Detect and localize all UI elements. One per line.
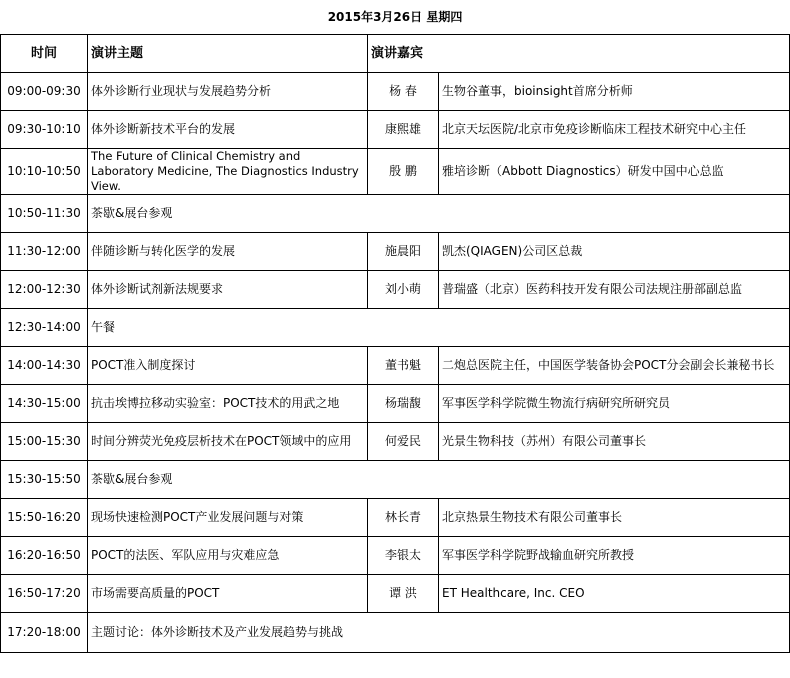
table-row	[1, 111, 790, 149]
row-topic: 时间分辨荧光免疫层析技术在POCT领域中的应用	[88, 423, 368, 461]
row-affiliation: 北京热景生物技术有限公司董事长	[439, 499, 790, 537]
table-row	[1, 537, 790, 575]
row-speaker: 李银太	[368, 537, 439, 575]
table-row	[1, 461, 790, 499]
row-speaker: 康熙雄	[368, 111, 439, 149]
row-time: 10:50-11:30	[1, 195, 88, 233]
row-time: 16:50-17:20	[1, 575, 88, 613]
table-row	[1, 423, 790, 461]
row-affiliation: 军事医学科学院微生物流行病研究所研究员	[439, 385, 790, 423]
row-affiliation: 普瑞盛（北京）医药科技开发有限公司法规注册部副总监	[439, 271, 790, 309]
row-speaker: 杨瑞馥	[368, 385, 439, 423]
row-topic: 茶歇&展台参观	[88, 195, 790, 233]
row-time: 11:30-12:00	[1, 233, 88, 271]
table-row	[1, 385, 790, 423]
header-topic: 演讲主题	[88, 35, 368, 73]
row-affiliation: 凯杰(QIAGEN)公司区总裁	[439, 233, 790, 271]
row-time: 15:50-16:20	[1, 499, 88, 537]
row-affiliation: 二炮总医院主任，中国医学装备协会POCT分会副会长兼秘书长	[439, 347, 790, 385]
table-row	[1, 347, 790, 385]
row-time: 09:30-10:10	[1, 111, 88, 149]
row-time: 14:30-15:00	[1, 385, 88, 423]
row-topic: POCT准入制度探讨	[88, 347, 368, 385]
table-row	[1, 613, 790, 653]
row-topic: 体外诊断试剂新法规要求	[88, 271, 368, 309]
table-row	[1, 195, 790, 233]
row-topic: POCT的法医、军队应用与灾难应急	[88, 537, 368, 575]
row-affiliation: 雅培诊断（Abbott Diagnostics）研发中国中心总监	[439, 149, 790, 195]
row-time: 17:20-18:00	[1, 613, 88, 653]
row-time: 12:00-12:30	[1, 271, 88, 309]
row-topic: 茶歇&展台参观	[88, 461, 790, 499]
title-row	[1, 1, 790, 35]
header-speaker: 演讲嘉宾	[368, 35, 790, 73]
row-speaker: 林长青	[368, 499, 439, 537]
row-topic: 伴随诊断与转化医学的发展	[88, 233, 368, 271]
row-speaker: 杨 春	[368, 73, 439, 111]
row-affiliation: 生物谷董事，bioinsight首席分析师	[439, 73, 790, 111]
header-row	[1, 35, 790, 73]
row-time: 10:10-10:50	[1, 149, 88, 195]
header-time: 时间	[1, 35, 88, 73]
row-topic: 现场快速检测POCT产业发展问题与对策	[88, 499, 368, 537]
row-time: 14:00-14:30	[1, 347, 88, 385]
row-topic: 市场需要高质量的POCT	[88, 575, 368, 613]
table-row	[1, 271, 790, 309]
row-speaker: 殷 鹏	[368, 149, 439, 195]
row-topic: 体外诊断行业现状与发展趋势分析	[88, 73, 368, 111]
row-time: 09:00-09:30	[1, 73, 88, 111]
row-topic: 主题讨论：体外诊断技术及产业发展趋势与挑战	[88, 613, 790, 653]
table-row	[1, 575, 790, 613]
row-topic: The Future of Clinical Chemistry and Laboratory Medicine, The Diagnostics Industry View.	[88, 149, 368, 195]
row-topic: 午餐	[88, 309, 790, 347]
row-speaker: 何爱民	[368, 423, 439, 461]
row-affiliation: 军事医学科学院野战输血研究所教授	[439, 537, 790, 575]
row-time: 15:00-15:30	[1, 423, 88, 461]
table-row	[1, 73, 790, 111]
table-row	[1, 149, 790, 195]
row-affiliation: ET Healthcare, Inc. CEO	[439, 575, 790, 613]
table-row	[1, 233, 790, 271]
page-title: 2015年3月26日 星期四	[1, 1, 790, 35]
row-affiliation: 北京天坛医院/北京市免疫诊断临床工程技术研究中心主任	[439, 111, 790, 149]
row-time: 12:30-14:00	[1, 309, 88, 347]
table-row	[1, 499, 790, 537]
row-topic: 体外诊断新技术平台的发展	[88, 111, 368, 149]
row-time: 16:20-16:50	[1, 537, 88, 575]
row-speaker: 董书魁	[368, 347, 439, 385]
row-speaker: 施晨阳	[368, 233, 439, 271]
row-time: 15:30-15:50	[1, 461, 88, 499]
row-speaker: 谭 洪	[368, 575, 439, 613]
row-affiliation: 光景生物科技（苏州）有限公司董事长	[439, 423, 790, 461]
row-speaker: 刘小萌	[368, 271, 439, 309]
row-topic: 抗击埃博拉移动实验室：POCT技术的用武之地	[88, 385, 368, 423]
table-row	[1, 309, 790, 347]
